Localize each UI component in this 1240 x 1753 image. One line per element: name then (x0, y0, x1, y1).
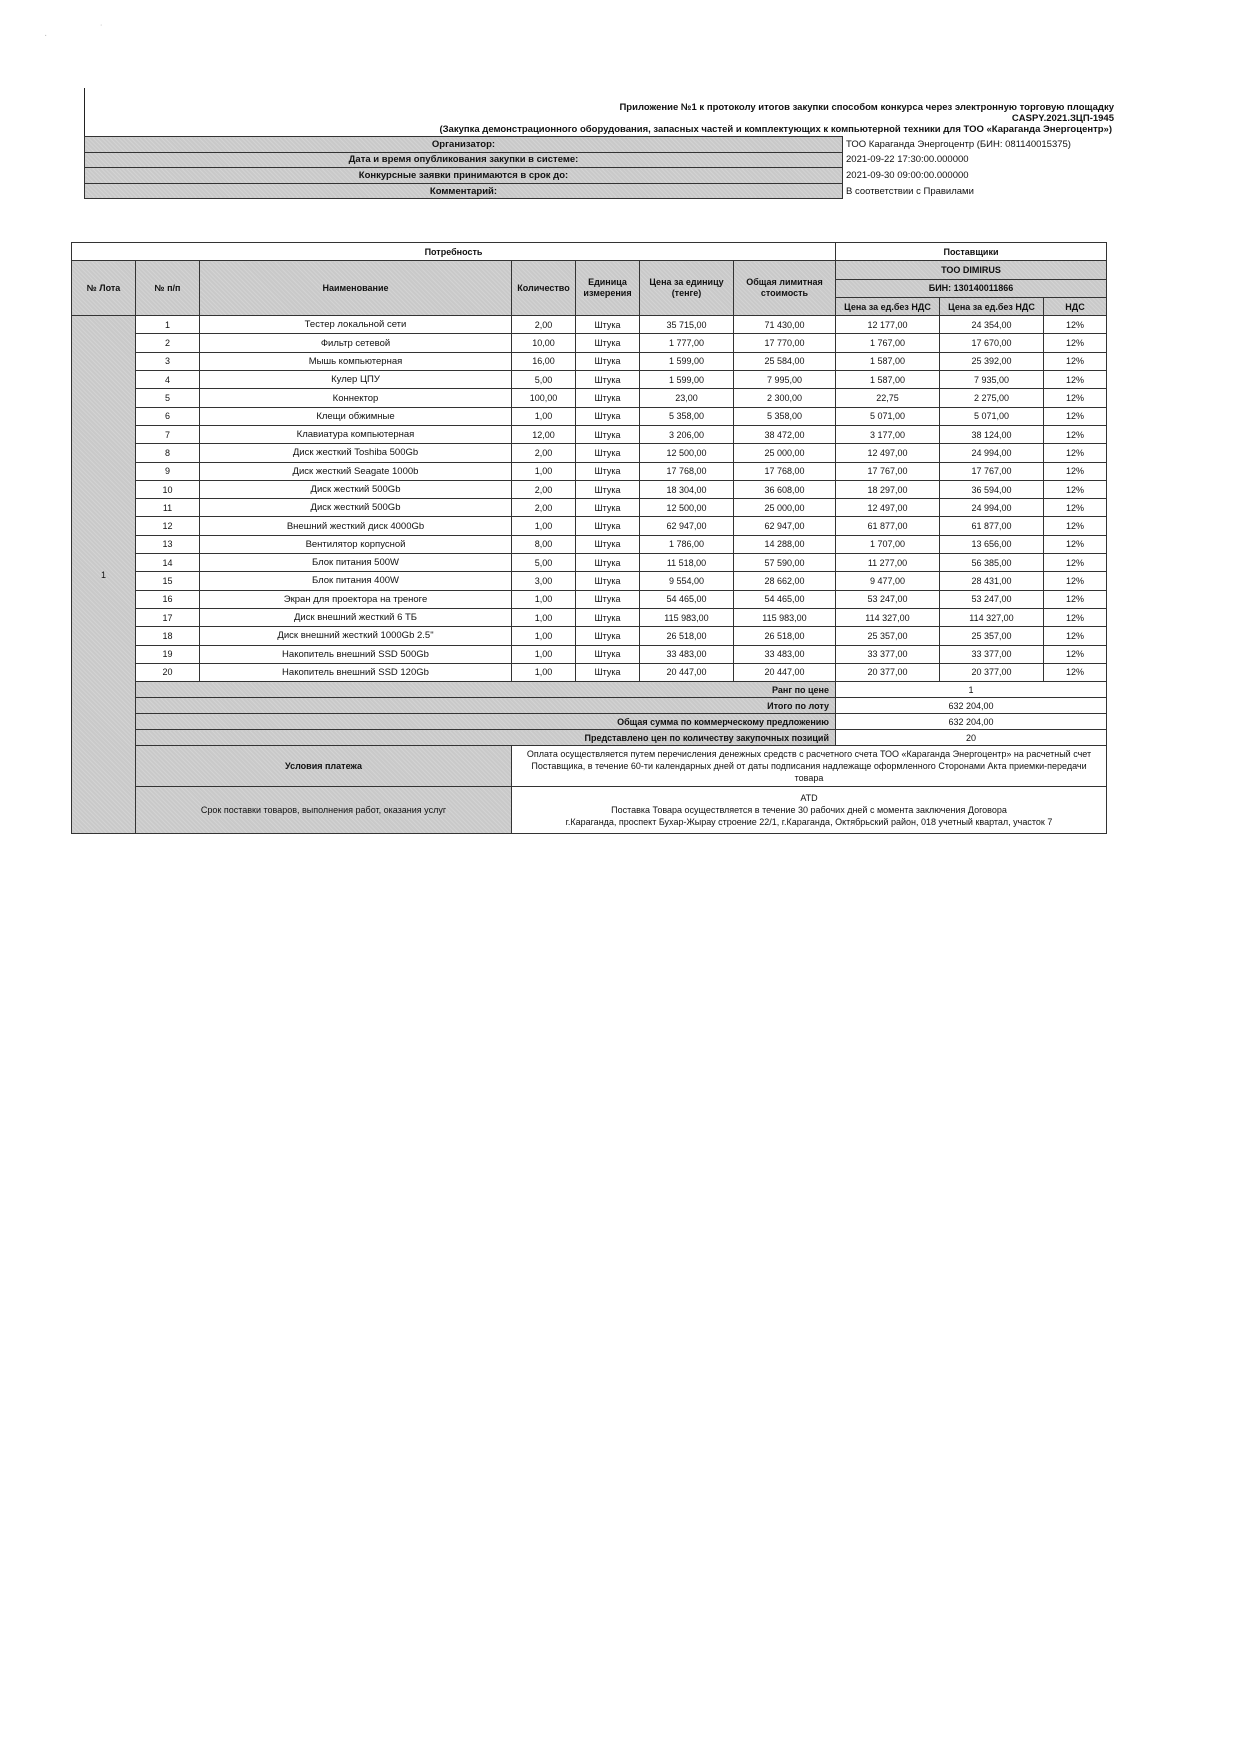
supplier-total: 36 594,00 (940, 480, 1044, 498)
supplier-total: 56 385,00 (940, 554, 1044, 572)
item-quantity: 100,00 (512, 389, 576, 407)
row-number: 13 (136, 535, 200, 553)
offers-table (71, 242, 1107, 834)
item-unit-price: 33 483,00 (640, 645, 734, 663)
row-number: 8 (136, 444, 200, 462)
item-unit: Штука (576, 334, 640, 352)
col-unit-header: Единица измерения (576, 261, 640, 316)
supplier-vat: 12% (1044, 645, 1107, 663)
item-total: 33 483,00 (734, 645, 836, 663)
summary-row (72, 730, 1107, 746)
item-quantity: 10,00 (512, 334, 576, 352)
item-name: Фильтр сетевой (200, 334, 512, 352)
row-number: 19 (136, 645, 200, 663)
item-total: 5 358,00 (734, 407, 836, 425)
col-lot-header: № Лота (72, 261, 136, 316)
supplier-name: ТОО DIMIRUS (836, 261, 1107, 279)
supplier-vat: 12% (1044, 517, 1107, 535)
item-unit: Штука (576, 663, 640, 681)
item-total: 36 608,00 (734, 480, 836, 498)
item-total: 25 584,00 (734, 352, 836, 370)
item-name: Коннектор (200, 389, 512, 407)
supplier-total: 13 656,00 (940, 535, 1044, 553)
row-number: 15 (136, 572, 200, 590)
supplier-vat: 12% (1044, 572, 1107, 590)
table-row (72, 535, 1107, 553)
item-unit-price: 115 983,00 (640, 608, 734, 626)
item-unit-price: 62 947,00 (640, 517, 734, 535)
item-quantity: 2,00 (512, 444, 576, 462)
supplier-vat: 12% (1044, 627, 1107, 645)
item-unit: Штука (576, 389, 640, 407)
item-total: 26 518,00 (734, 627, 836, 645)
item-name: Внешний жесткий диск 4000Gb (200, 517, 512, 535)
item-unit: Штука (576, 627, 640, 645)
col-total-header: Общая лимитная стоимость (734, 261, 836, 316)
supplier-unit-price: 3 177,00 (836, 425, 940, 443)
item-quantity: 2,00 (512, 499, 576, 517)
info-value: 2021-09-30 09:00:00.000000 (846, 169, 969, 181)
supplier-vat: 12% (1044, 554, 1107, 572)
supplier-unit-price: 1 707,00 (836, 535, 940, 553)
supplier-vat: 12% (1044, 316, 1107, 334)
row-number: 18 (136, 627, 200, 645)
supplier-vat: 12% (1044, 334, 1107, 352)
table-row (72, 480, 1107, 498)
need-header: Потребность (72, 243, 836, 261)
supplier-vat: 12% (1044, 389, 1107, 407)
info-label: Организатор: (85, 137, 843, 153)
item-quantity: 8,00 (512, 535, 576, 553)
item-unit: Штука (576, 645, 640, 663)
item-unit-price: 20 447,00 (640, 663, 734, 681)
col-price-header: Цена за единицу (тенге) (640, 261, 734, 316)
item-unit: Штука (576, 590, 640, 608)
item-name: Блок питания 400W (200, 572, 512, 590)
info-row (85, 168, 1101, 184)
row-number: 20 (136, 663, 200, 681)
delivery-terms-line: г.Караганда, проспект Бухар-Жырау строение 22/1, г.Караганда, Октябрьский район, 018 учетный квартал, участок 7 (565, 817, 1053, 828)
supplier-unit-price: 11 277,00 (836, 554, 940, 572)
delivery-terms-line: Поставка Товара осуществляется в течение 30 рабочих дней с момента заключения Договора (611, 805, 1007, 816)
item-unit-price: 18 304,00 (640, 480, 734, 498)
item-quantity: 1,00 (512, 608, 576, 626)
summary-value: 1 (836, 682, 1107, 698)
item-unit-price: 1 786,00 (640, 535, 734, 553)
item-name: Тестер локальной сети (200, 316, 512, 334)
col-qty-header: Количество (512, 261, 576, 316)
item-unit-price: 11 518,00 (640, 554, 734, 572)
table-row (72, 554, 1107, 572)
item-total: 20 447,00 (734, 663, 836, 681)
item-unit-price: 12 500,00 (640, 499, 734, 517)
item-quantity: 1,00 (512, 407, 576, 425)
item-name: Диск жесткий Toshiba 500Gb (200, 444, 512, 462)
item-name: Диск жесткий 500Gb (200, 480, 512, 498)
info-row (85, 152, 1101, 168)
col-supplier-price-header: Цена за ед.без НДС (836, 297, 940, 315)
supplier-unit-price: 53 247,00 (836, 590, 940, 608)
item-unit: Штука (576, 535, 640, 553)
supplier-vat: 12% (1044, 499, 1107, 517)
item-unit: Штука (576, 554, 640, 572)
item-unit: Штука (576, 444, 640, 462)
item-name: Кулер ЦПУ (200, 371, 512, 389)
item-name: Накопитель внешний SSD 120Gb (200, 663, 512, 681)
item-total: 38 472,00 (734, 425, 836, 443)
row-number: 4 (136, 371, 200, 389)
supplier-unit-price: 18 297,00 (836, 480, 940, 498)
supplier-vat: 12% (1044, 462, 1107, 480)
table-row (72, 444, 1107, 462)
info-label: Дата и время опубликования закупки в системе: (85, 152, 843, 168)
supplier-unit-price: 1 767,00 (836, 334, 940, 352)
item-unit-price: 23,00 (640, 389, 734, 407)
item-unit-price: 5 358,00 (640, 407, 734, 425)
item-quantity: 1,00 (512, 462, 576, 480)
item-unit-price: 1 599,00 (640, 352, 734, 370)
lot-number: 1 (72, 316, 136, 834)
supplier-vat: 12% (1044, 608, 1107, 626)
info-value: 2021-09-22 17:30:00.000000 (846, 154, 969, 166)
item-unit: Штука (576, 499, 640, 517)
col-supplier-total-header: Цена за ед.без НДС (940, 297, 1044, 315)
summary-label: Общая сумма по коммерческому предложению (136, 714, 836, 730)
supplier-total: 33 377,00 (940, 645, 1044, 663)
item-total: 2 300,00 (734, 389, 836, 407)
item-name: Накопитель внешний SSD 500Gb (200, 645, 512, 663)
item-quantity: 1,00 (512, 645, 576, 663)
supplier-total: 24 994,00 (940, 444, 1044, 462)
payment-terms-row (72, 746, 1107, 787)
row-number: 7 (136, 425, 200, 443)
delivery-terms-row (72, 787, 1107, 834)
supplier-vat: 12% (1044, 371, 1107, 389)
supplier-unit-price: 25 357,00 (836, 627, 940, 645)
scan-speck: · (44, 30, 48, 41)
item-name: Клавиатура компьютерная (200, 425, 512, 443)
table-row (72, 517, 1107, 535)
info-value: В соответствии с Правилами (846, 185, 974, 197)
supplier-total: 38 124,00 (940, 425, 1044, 443)
item-total: 17 770,00 (734, 334, 836, 352)
col-name-header: Наименование (200, 261, 512, 316)
item-name: Диск внешний жесткий 6 ТБ (200, 608, 512, 626)
item-unit: Штука (576, 407, 640, 425)
item-unit-price: 9 554,00 (640, 572, 734, 590)
item-unit-price: 17 768,00 (640, 462, 734, 480)
table-row (72, 389, 1107, 407)
item-unit-price: 1 599,00 (640, 371, 734, 389)
table-row (72, 407, 1107, 425)
table-row (72, 425, 1107, 443)
supplier-unit-price: 1 587,00 (836, 371, 940, 389)
supplier-unit-price: 12 497,00 (836, 444, 940, 462)
supplier-vat: 12% (1044, 352, 1107, 370)
supplier-unit-price: 1 587,00 (836, 352, 940, 370)
row-number: 11 (136, 499, 200, 517)
summary-label: Представлено цен по количеству закупочных позиций (136, 730, 836, 746)
supplier-unit-price: 33 377,00 (836, 645, 940, 663)
summary-row (72, 698, 1107, 714)
supplier-total: 5 071,00 (940, 407, 1044, 425)
supplier-total: 53 247,00 (940, 590, 1044, 608)
supplier-total: 2 275,00 (940, 389, 1044, 407)
item-total: 57 590,00 (734, 554, 836, 572)
table-row (72, 572, 1107, 590)
supplier-unit-price: 9 477,00 (836, 572, 940, 590)
item-total: 28 662,00 (734, 572, 836, 590)
supplier-total: 25 357,00 (940, 627, 1044, 645)
item-quantity: 2,00 (512, 316, 576, 334)
supplier-total: 24 994,00 (940, 499, 1044, 517)
table-row (72, 627, 1107, 645)
supplier-vat: 12% (1044, 407, 1107, 425)
table-row (72, 334, 1107, 352)
summary-row (72, 714, 1107, 730)
supplier-total: 61 877,00 (940, 517, 1044, 535)
item-quantity: 2,00 (512, 480, 576, 498)
row-number: 10 (136, 480, 200, 498)
supplier-vat: 12% (1044, 590, 1107, 608)
row-number: 2 (136, 334, 200, 352)
supplier-unit-price: 61 877,00 (836, 517, 940, 535)
supplier-vat: 12% (1044, 663, 1107, 681)
row-number: 12 (136, 517, 200, 535)
table-row (72, 663, 1107, 681)
item-quantity: 1,00 (512, 627, 576, 645)
supplier-total: 7 935,00 (940, 371, 1044, 389)
item-name: Диск внешний жесткий 1000Gb 2.5" (200, 627, 512, 645)
item-unit-price: 12 500,00 (640, 444, 734, 462)
item-quantity: 1,00 (512, 590, 576, 608)
supplier-total: 17 670,00 (940, 334, 1044, 352)
item-name: Экран для проектора на треноге (200, 590, 512, 608)
item-name: Вентилятор корпусной (200, 535, 512, 553)
summary-value: 20 (836, 730, 1107, 746)
supplier-unit-price: 12 177,00 (836, 316, 940, 334)
supplier-unit-price: 22,75 (836, 389, 940, 407)
row-number: 16 (136, 590, 200, 608)
supplier-vat: 12% (1044, 425, 1107, 443)
header-subject: (Закупка демонстрационного оборудования, запасных частей и комплектующих к компьютерной техники для ТОО «Караганда Энергоцентр») (439, 124, 1112, 135)
row-number: 14 (136, 554, 200, 572)
item-unit: Штука (576, 316, 640, 334)
item-unit-price: 1 777,00 (640, 334, 734, 352)
table-row (72, 462, 1107, 480)
header-rule (84, 88, 85, 136)
summary-label: Итого по лоту (136, 698, 836, 714)
supplier-total: 24 354,00 (940, 316, 1044, 334)
item-total: 14 288,00 (734, 535, 836, 553)
supplier-bin: БИН: 130140011866 (836, 279, 1107, 297)
row-number: 9 (136, 462, 200, 480)
table-row (72, 590, 1107, 608)
item-total: 17 768,00 (734, 462, 836, 480)
item-unit: Штука (576, 608, 640, 626)
item-unit-price: 35 715,00 (640, 316, 734, 334)
item-unit-price: 3 206,00 (640, 425, 734, 443)
item-quantity: 1,00 (512, 517, 576, 535)
table-row (72, 371, 1107, 389)
supplier-total: 114 327,00 (940, 608, 1044, 626)
item-unit: Штука (576, 480, 640, 498)
header-title: Приложение №1 к протоколу итогов закупки способом конкурса через электронную торговую площадку (619, 102, 1114, 113)
supplier-total: 20 377,00 (940, 663, 1044, 681)
delivery-terms-label: Срок поставки товаров, выполнения работ, оказания услуг (136, 787, 512, 834)
delivery-terms-cell (512, 787, 1107, 834)
item-total: 115 983,00 (734, 608, 836, 626)
supplier-total: 17 767,00 (940, 462, 1044, 480)
payment-terms-label: Условия платежа (136, 746, 512, 787)
supplier-total: 25 392,00 (940, 352, 1044, 370)
summary-value: 632 204,00 (836, 714, 1107, 730)
row-number: 6 (136, 407, 200, 425)
item-unit: Штука (576, 425, 640, 443)
item-quantity: 16,00 (512, 352, 576, 370)
procurement-info-table (84, 136, 1101, 199)
supplier-vat: 12% (1044, 480, 1107, 498)
supplier-unit-price: 114 327,00 (836, 608, 940, 626)
summary-row (72, 682, 1107, 698)
table-row (72, 316, 1107, 334)
item-quantity: 5,00 (512, 371, 576, 389)
item-name: Диск жесткий Seagate 1000b (200, 462, 512, 480)
item-unit: Штука (576, 572, 640, 590)
summary-label: Ранг по цене (136, 682, 836, 698)
item-name: Блок питания 500W (200, 554, 512, 572)
item-total: 25 000,00 (734, 444, 836, 462)
supplier-total: 28 431,00 (940, 572, 1044, 590)
item-total: 25 000,00 (734, 499, 836, 517)
item-quantity: 1,00 (512, 663, 576, 681)
supplier-unit-price: 20 377,00 (836, 663, 940, 681)
item-quantity: 3,00 (512, 572, 576, 590)
header-procurement-code: CASPY.2021.ЗЦП-1945 (1011, 113, 1114, 124)
item-quantity: 5,00 (512, 554, 576, 572)
col-vat-header: НДС (1044, 297, 1107, 315)
info-value: ТОО Караганда Энергоцентр (БИН: 081140015375) (846, 138, 1071, 150)
row-number: 17 (136, 608, 200, 626)
supplier-unit-price: 17 767,00 (836, 462, 940, 480)
table-row (72, 499, 1107, 517)
item-unit: Штука (576, 517, 640, 535)
item-unit: Штука (576, 352, 640, 370)
info-label: Конкурсные заявки принимаются в срок до: (85, 168, 843, 184)
info-row (85, 137, 1101, 153)
supplier-unit-price: 5 071,00 (836, 407, 940, 425)
row-number: 3 (136, 352, 200, 370)
suppliers-header: Поставщики (836, 243, 1107, 261)
item-name: Диск жесткий 500Gb (200, 499, 512, 517)
table-row (72, 608, 1107, 626)
item-total: 71 430,00 (734, 316, 836, 334)
col-num-header: № п/п (136, 261, 200, 316)
supplier-unit-price: 12 497,00 (836, 499, 940, 517)
table-row (72, 645, 1107, 663)
payment-terms-text: Оплата осуществляется путем перечисления денежных средств с расчетного счета ТОО «Караганда Энергоцентр» на расчетный счет Поставщика, в течение 60-ти календарных дней от даты подписания надлежаще оформленного Сторонами Акта приемки-передачи товара (512, 746, 1107, 787)
item-total: 62 947,00 (734, 517, 836, 535)
info-label: Комментарий: (85, 183, 843, 199)
scan-speck: ˙ (100, 24, 104, 35)
item-unit-price: 54 465,00 (640, 590, 734, 608)
item-unit-price: 26 518,00 (640, 627, 734, 645)
item-total: 7 995,00 (734, 371, 836, 389)
row-number: 5 (136, 389, 200, 407)
item-unit: Штука (576, 371, 640, 389)
table-row (72, 352, 1107, 370)
item-name: Клещи обжимные (200, 407, 512, 425)
item-name: Мышь компьютерная (200, 352, 512, 370)
row-number: 1 (136, 316, 200, 334)
item-unit: Штука (576, 462, 640, 480)
summary-value: 632 204,00 (836, 698, 1107, 714)
supplier-vat: 12% (1044, 535, 1107, 553)
item-total: 54 465,00 (734, 590, 836, 608)
item-quantity: 12,00 (512, 425, 576, 443)
delivery-terms-line: ATD (800, 793, 818, 804)
info-row (85, 183, 1101, 199)
supplier-vat: 12% (1044, 444, 1107, 462)
